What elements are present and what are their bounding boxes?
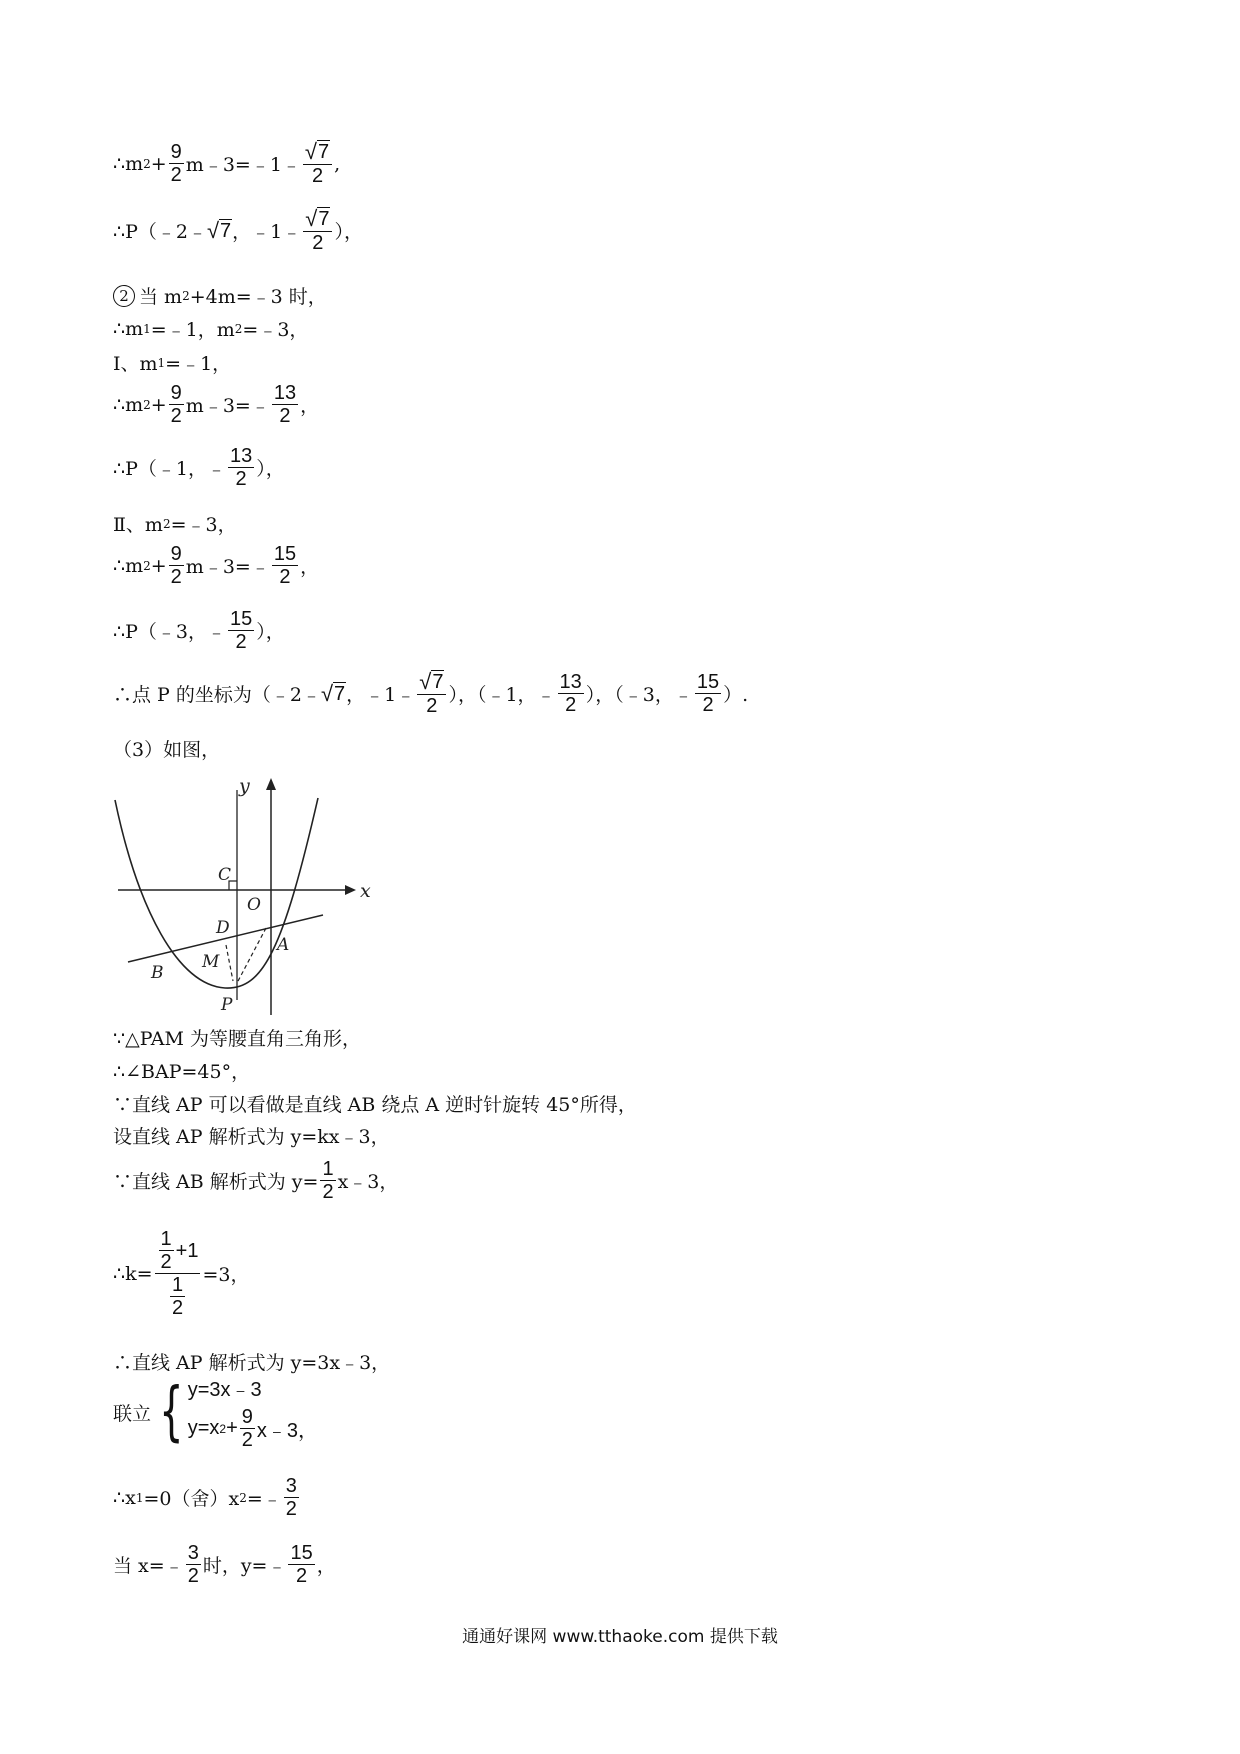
- fraction: [228, 608, 254, 653]
- text: ∴P（﹣2﹣: [113, 221, 207, 243]
- text: ∴P（﹣1，﹣: [113, 458, 226, 480]
- numerator: [155, 1228, 201, 1274]
- numerator: 13: [273, 382, 297, 404]
- subscript: 1: [143, 321, 151, 336]
- fraction: [320, 1158, 335, 1203]
- numerator: 1: [322, 1158, 334, 1180]
- text: ∴k=: [113, 1262, 153, 1285]
- fraction: [170, 1274, 185, 1319]
- line-2: [113, 207, 363, 254]
- fraction: [272, 543, 298, 588]
- subscript: 1: [135, 1490, 144, 1505]
- text: ），: [334, 221, 363, 243]
- label-d: D: [216, 918, 230, 938]
- line-10: [113, 608, 285, 653]
- line-21: [113, 1475, 301, 1520]
- footer: [0, 1622, 1240, 1647]
- text: ∴m: [113, 393, 144, 416]
- line-17: [113, 1158, 398, 1203]
- fraction: [272, 382, 298, 427]
- label-p: P: [221, 995, 233, 1015]
- text: =﹣: [246, 1488, 282, 1510]
- fraction: [284, 1475, 299, 1520]
- text: ，﹣1﹣: [346, 684, 416, 706]
- text: ∵△PAM 为等腰直角三角形，: [113, 1028, 361, 1050]
- subscript: 2: [239, 1490, 247, 1505]
- text: =0（舍）x: [143, 1488, 240, 1510]
- denominator: 2: [170, 405, 182, 427]
- text: ，: [300, 395, 320, 417]
- numerator: [417, 670, 446, 695]
- line-3: [113, 282, 327, 309]
- denominator: 2: [170, 566, 182, 588]
- text: 联立: [113, 1402, 152, 1425]
- fraction: [303, 207, 332, 254]
- numerator: 1: [171, 1274, 184, 1296]
- radicand: 7: [220, 220, 232, 242]
- sqrt: √ 7: [206, 218, 232, 243]
- fraction: [186, 1542, 201, 1587]
- line-16: [113, 1122, 390, 1149]
- denominator: 2: [565, 694, 577, 716]
- line-8: [113, 510, 237, 537]
- radicand: 7: [432, 671, 444, 693]
- text: m﹣3=﹣: [185, 395, 270, 417]
- fraction: [240, 1406, 255, 1451]
- text: +: [226, 1417, 238, 1439]
- denominator: 2: [170, 164, 182, 186]
- equation-system: [151, 1373, 318, 1451]
- fraction: [169, 141, 184, 186]
- line-11: [113, 670, 748, 717]
- text: +: [150, 393, 167, 416]
- denominator: 2: [235, 631, 247, 653]
- superscript: 2: [143, 156, 151, 171]
- text: m﹣3=﹣: [185, 556, 270, 578]
- text: ∴∠BAP=45°，: [113, 1061, 251, 1083]
- text: =﹣1，m: [150, 319, 235, 341]
- text: 当 m: [139, 286, 183, 308]
- text: ）.: [723, 684, 749, 706]
- radicand: 7: [318, 208, 330, 230]
- denominator: 2: [312, 232, 324, 254]
- text: =﹣1，: [165, 353, 232, 375]
- text: ，: [300, 556, 320, 578]
- label-b: B: [151, 963, 164, 983]
- denominator: 2: [296, 1565, 308, 1587]
- label-x: x: [360, 880, 371, 902]
- numerator: 9: [170, 382, 182, 404]
- label-m: M: [202, 952, 220, 972]
- complex-fraction: [155, 1228, 201, 1319]
- denominator: 2: [171, 1297, 184, 1319]
- text: Ⅰ、m: [113, 353, 158, 375]
- denominator: 2: [285, 1498, 297, 1520]
- numerator: 13: [559, 671, 582, 693]
- parabola-figure: [113, 770, 378, 1019]
- subscript: 2: [234, 321, 243, 336]
- text: x﹣3: [256, 1420, 299, 1442]
- denominator: [166, 1274, 189, 1319]
- text: +4m=﹣3 时，: [189, 286, 327, 308]
- label-c: C: [218, 865, 232, 885]
- fraction: [558, 671, 584, 716]
- denominator: 2: [241, 1429, 253, 1451]
- numerator: 15: [273, 543, 297, 565]
- text: 设直线 AP 解析式为 y=kx﹣3，: [113, 1126, 390, 1148]
- line-20: [113, 1373, 318, 1451]
- text: m﹣3=﹣1﹣: [185, 154, 301, 176]
- line-13: [113, 1024, 361, 1051]
- numerator: 9: [170, 141, 182, 163]
- text: ），（﹣1，﹣: [448, 684, 556, 706]
- superscript: 2: [219, 1421, 227, 1436]
- line-19: [113, 1348, 390, 1375]
- fraction: [169, 382, 184, 427]
- fraction: [695, 671, 721, 716]
- fraction: [169, 543, 184, 588]
- text: ∴x: [113, 1486, 136, 1509]
- fraction: [159, 1228, 174, 1273]
- circled-number: 2: [113, 285, 135, 307]
- text: ∴P（﹣3，﹣: [113, 621, 226, 643]
- denominator: 2: [311, 165, 324, 187]
- line-5: [113, 349, 231, 376]
- line-6: [113, 382, 319, 427]
- line-12: [113, 735, 220, 762]
- superscript: 2: [182, 288, 190, 303]
- denominator: 2: [279, 566, 291, 588]
- text: ∵直线 AP 可以看做是直线 AB 绕点 A 逆时针旋转 45°所得，: [113, 1094, 637, 1116]
- denominator: 2: [702, 694, 714, 716]
- equation-2: [188, 1406, 318, 1451]
- numerator: [303, 140, 332, 165]
- label-a: A: [277, 935, 290, 955]
- text: 时，y=﹣: [202, 1555, 287, 1577]
- denominator: 2: [279, 405, 291, 427]
- text: （3）如图，: [113, 739, 221, 761]
- text: =﹣3，: [242, 319, 309, 341]
- numerator: 13: [229, 445, 253, 467]
- text: y=3x﹣3: [187, 1379, 262, 1401]
- text: ∴m: [113, 152, 144, 175]
- text: ,: [334, 152, 341, 175]
- denominator: 2: [426, 695, 438, 717]
- denominator: 2: [160, 1251, 172, 1273]
- label-y: y: [239, 775, 250, 797]
- equations: [188, 1373, 318, 1451]
- text: +: [150, 152, 167, 175]
- equation-1: [188, 1373, 318, 1402]
- text: =3，: [202, 1264, 250, 1286]
- numerator: 9: [170, 543, 182, 565]
- text: ，: [298, 1420, 319, 1442]
- text: ，: [316, 1555, 336, 1577]
- superscript: 2: [143, 397, 151, 412]
- text: x﹣3，: [337, 1171, 399, 1193]
- fraction: [303, 140, 332, 187]
- text: +1: [175, 1239, 199, 1262]
- subscript: 2: [162, 516, 171, 531]
- numerator: 1: [160, 1228, 172, 1250]
- footer-text: 通通好课网 www.tthaoke.com 提供下载: [462, 1627, 778, 1647]
- line-7: [113, 445, 285, 490]
- text: ∴直线 AP 解析式为 y=3x﹣3，: [113, 1352, 391, 1374]
- numerator: [303, 207, 332, 232]
- text: ∴m: [113, 317, 144, 340]
- line-4: [113, 315, 308, 342]
- numerator: 15: [229, 608, 253, 630]
- figure-svg: [113, 770, 378, 1015]
- sqrt: √ 7: [305, 206, 330, 231]
- fraction: [417, 670, 446, 717]
- sqrt: √ 7: [304, 139, 330, 164]
- fraction: [228, 445, 254, 490]
- line-15: [113, 1090, 637, 1117]
- text: ∴m: [113, 554, 144, 577]
- numerator: 15: [290, 1542, 313, 1564]
- label-o: O: [247, 895, 261, 915]
- text: ），: [256, 621, 285, 643]
- numerator: 9: [241, 1406, 253, 1428]
- text: ，﹣1﹣: [232, 221, 302, 243]
- line-22: [113, 1542, 336, 1587]
- numerator: 15: [696, 671, 720, 693]
- sqrt: √ 7: [320, 681, 346, 706]
- line-1: [113, 140, 340, 187]
- denominator: 2: [187, 1565, 199, 1587]
- text: y=x: [187, 1417, 220, 1439]
- text: 当 x=﹣: [113, 1555, 184, 1577]
- text: ），: [256, 458, 285, 480]
- line-14: [113, 1057, 250, 1084]
- text: ∴点 P 的坐标为（﹣2﹣: [113, 684, 321, 706]
- line-9: [113, 543, 319, 588]
- denominator: 2: [235, 468, 247, 490]
- line-18: [113, 1228, 249, 1319]
- text: ∵直线 AB 解析式为 y=: [113, 1171, 319, 1193]
- sqrt: √ 7: [419, 669, 444, 694]
- text: ），（﹣3，﹣: [585, 684, 693, 706]
- numerator: 3: [187, 1542, 199, 1564]
- brace: {: [159, 1375, 184, 1449]
- text: +: [150, 554, 167, 577]
- subscript: 1: [157, 355, 166, 370]
- denominator: 2: [322, 1181, 334, 1203]
- text: Ⅱ、m: [113, 514, 163, 536]
- text: =﹣3，: [170, 514, 237, 536]
- numerator: 3: [285, 1475, 297, 1497]
- radicand: 7: [318, 141, 330, 163]
- fraction: [288, 1542, 314, 1587]
- superscript: 2: [143, 558, 151, 573]
- radicand: 7: [334, 683, 346, 705]
